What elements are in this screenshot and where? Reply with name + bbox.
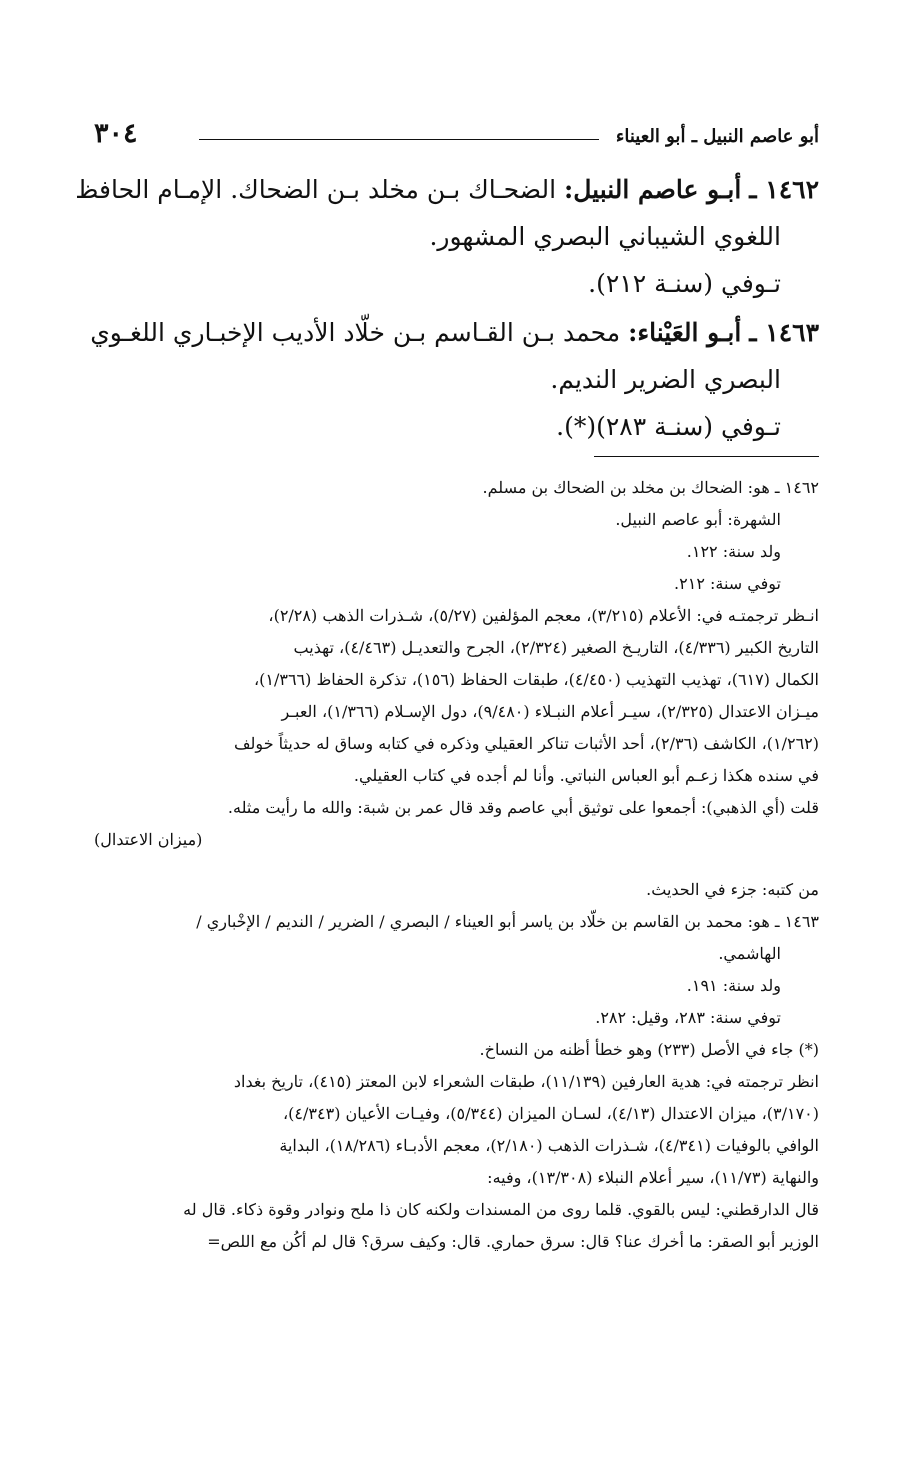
entry-line [75,166,819,213]
note-ref-line: انـظر ترجمتـه في: الأعلام (٣/٢١٥)، معجم المؤلفين (٥/٢٧)، شـذرات الذهب (٢/٢٨)، [268,606,819,625]
entry-death-line: تـوفي (سنـة ٢٨٣)(*). [556,412,781,441]
note-books: من كتبه: جزء في الحديث. [646,880,819,899]
footnotes [94,472,819,1258]
note-ref-line: ميـزان الاعتدال (٢/٣٢٥)، سيـر أعلام النبـلاء (٩/٤٨٠)، دول الإسـلام (١/٣٦٦)، العبـر [281,702,819,721]
entry-line: البصري الضرير النديم. [550,365,781,394]
entry-name: أبـو عاصم النبيل: [563,175,742,204]
main-text [75,166,819,450]
note-quote-line: قال الدارقطني: ليس بالقوي. قلما روى من المسندات ولكنه كان ذا ملح ونوادر وقوة ذكاء. قال له [183,1200,819,1219]
entry-number: ١٤٦٣ ـ [749,318,819,347]
note-ref-line: انظر ترجمته في: هدية العارفين (١١/١٣٩)، طبقات الشعراء لابن المعتز (٤١٥)، تاريخ بغداد [233,1072,819,1091]
note-fame: الشهرة: أبو عاصم النبيل. [615,510,781,529]
note-1463 [94,906,819,1258]
note-ref-line: (٣/١٧٠)، ميزان الاعتدال (٤/١٣)، لسـان الميزان (٥/٣٤٤)، وفيـات الأعيان (٤/٣٤٣)، [283,1104,819,1123]
note-source: (ميزان الاعتدال) [94,830,203,849]
note-quote-line: الوزير أبو الصقر: ما أخرك عنا؟ قال: سرق حماري. قال: وكيف سرق؟ قال لم أكُن مع اللص= [207,1232,819,1251]
entry-1463 [90,309,819,450]
entry-1462 [75,166,819,307]
note-1462 [94,472,819,906]
note-quote: قلت (أي الذهبي): أجمعوا على توثيق أبي عاصم وقد قال عمر بن شبة: والله ما رأيت مثله. [227,798,819,817]
asterisk-footnote: (*) جاء في الأصل (٢٣٣) وهو خطأ أظنه من النساخ. [479,1040,819,1059]
header-rule [199,139,599,140]
page-number: ٣٠٤ [94,118,138,149]
note-born: ولد سنة: ١٢٢. [686,542,781,561]
note-ref-line: في سنده هكذا زعـم أبو العباس النباتي. وأنا لم أجده في كتاب العقيلي. [353,766,819,785]
entry-text: محمد بـن القـاسم بـن خلّاد الأديب الإخبـاري اللغـوي [90,318,621,347]
note-head: ١٤٦٣ ـ هو: محمد بن القاسم بن خلّاد بن ياسر أبو العيناء / البصري / الضرير / النديم / الإخْباري / [196,912,819,931]
footnote-separator [594,456,819,457]
note-born: ولد سنة: ١٩١. [686,976,781,995]
note-ref-line: الوافي بالوفيات (٤/٣٤١)، شـذرات الذهب (٢/١٨٠)، معجم الأدبـاء (١٨/٢٨٦)، البداية [279,1136,819,1155]
note-died: توفي سنة: ٢٨٣، وقيل: ٢٨٢. [595,1008,781,1027]
note-gap [94,856,819,874]
entry-name: أبـو العَيْناء: [628,318,742,347]
entry-death-line: تـوفي (سنـة ٢١٢). [588,269,781,298]
note-ref-line: (١/٢٦٢)، الكاشف (٢/٣٦)، أحد الأثبات تناكر العقيلي وذكره في كتابه وساق له حديثاً خولف [233,734,819,753]
page-header [94,118,819,158]
entry-text: الضحـاك بـن مخلد بـن الضحاك. الإمـام الحافظ [75,175,557,204]
entry-number: ١٤٦٢ ـ [749,175,819,204]
note-head-cont: الهاشمي. [718,944,781,963]
note-ref-line: التاريخ الكبير (٤/٣٣٦)، التاريـخ الصغير (٢/٣٢٤)، الجرح والتعديـل (٤/٤٦٣)، تهذيب [293,638,819,657]
entry-line: اللغوي الشيباني البصري المشهور. [429,222,781,251]
note-ref-line: الكمال (٦١٧)، تهذيب التهذيب (٤/٤٥٠)، طبقات الحفاظ (١٥٦)، تذكرة الحفاظ (١/٣٦٦)، [253,670,819,689]
running-title: أبو عاصم النبيل ـ أبو العيناء [615,126,819,147]
note-head: ١٤٦٢ ـ هو: الضحاك بن مخلد بن الضحاك بن مسلم. [482,478,819,497]
note-died: توفي سنة: ٢١٢. [674,574,781,593]
entry-line [90,309,819,356]
note-ref-line: والنهاية (١١/٧٣)، سير أعلام النبلاء (١٣/٣٠٨)، وفيه: [487,1168,819,1187]
